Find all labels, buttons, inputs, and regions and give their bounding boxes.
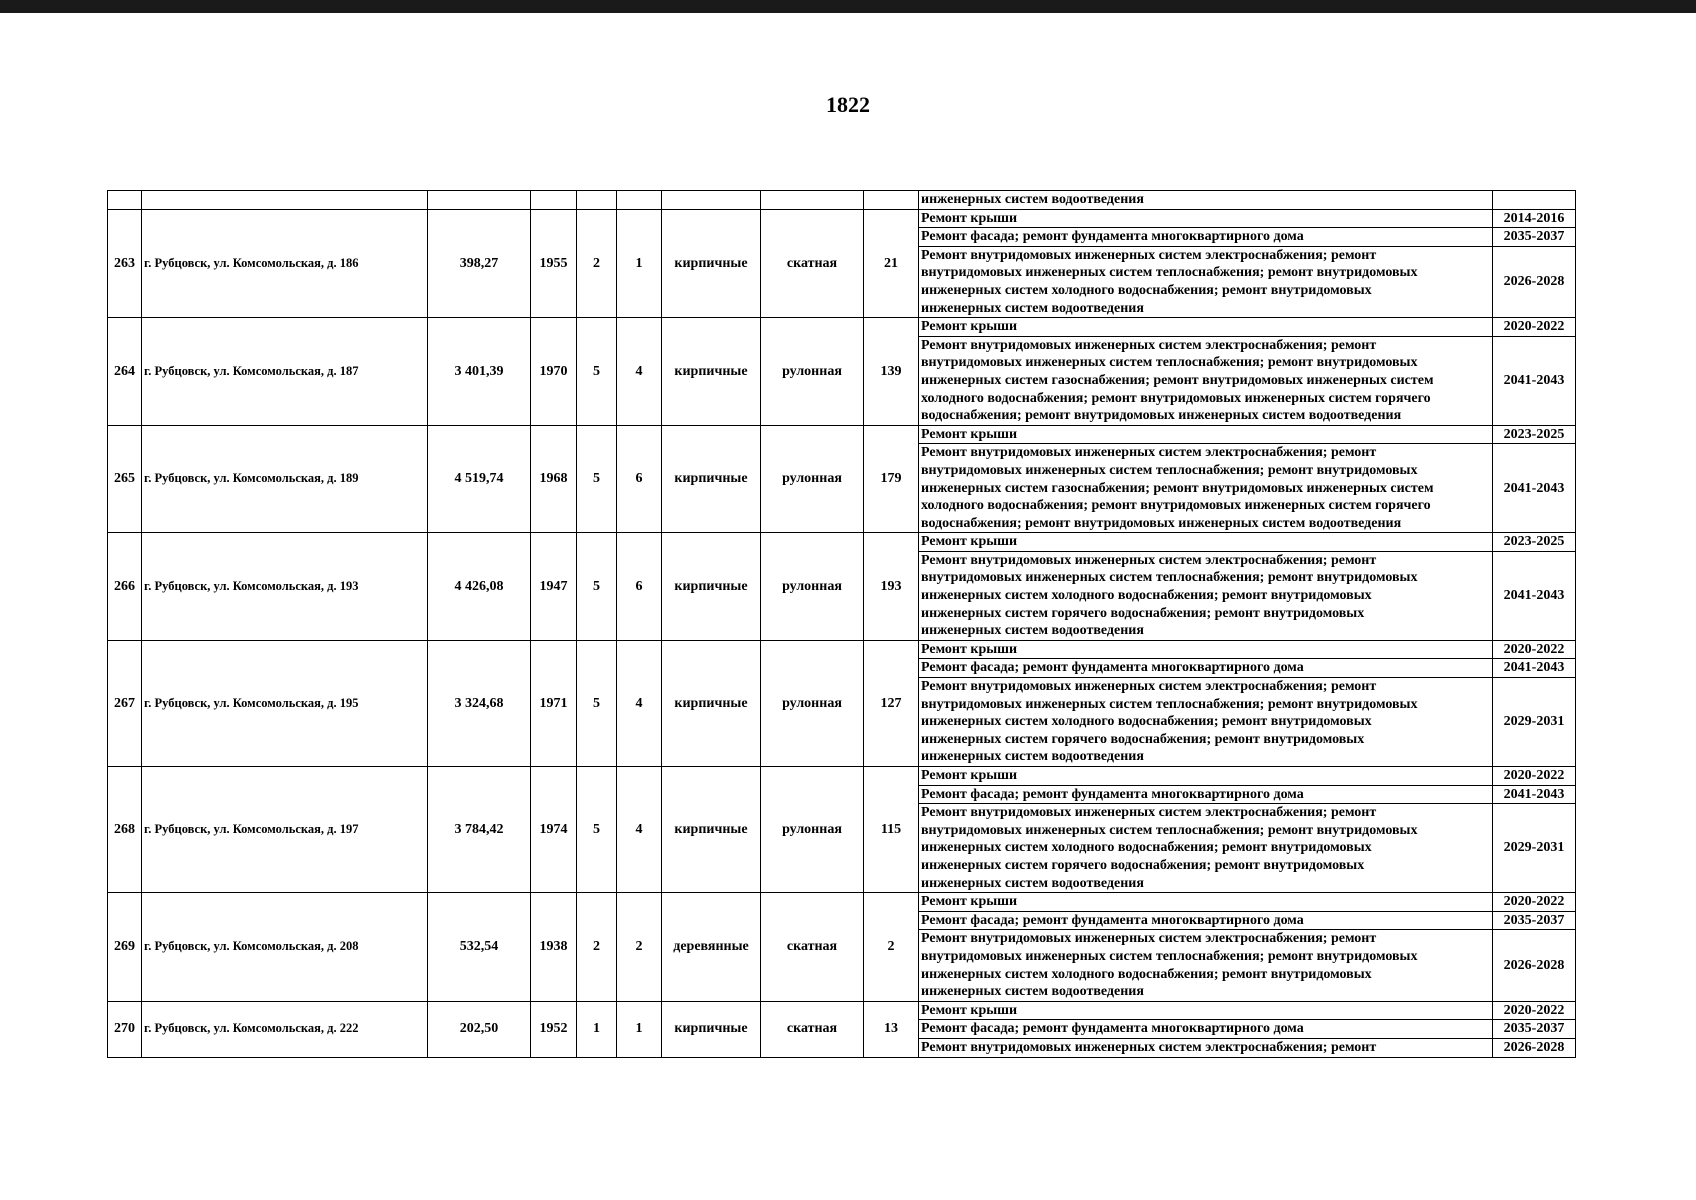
work-line: внутридомовых инженерных систем теплоснабжения; ремонт внутридомовых	[921, 822, 1418, 838]
work-line: инженерных систем горячего водоснабжения; ремонт внутридомовых	[921, 605, 1365, 621]
cell-address: г. Рубцовск, ул. Комсомольская, д. 222	[142, 1001, 428, 1057]
work-line: Ремонт внутридомовых инженерных систем электроснабжения; ремонт	[921, 247, 1377, 263]
cell-work-period: 2041-2043	[1493, 444, 1576, 533]
cell-roof-type: рулонная	[761, 425, 864, 533]
cell-row-number: 266	[108, 533, 142, 641]
work-line: Ремонт внутридомовых инженерных систем электроснабжения; ремонт	[921, 552, 1377, 568]
cell-work-period: 2020-2022	[1493, 893, 1576, 912]
work-line: внутридомовых инженерных систем теплоснабжения; ремонт внутридомовых	[921, 462, 1418, 478]
table-row	[108, 1001, 1576, 1020]
work-line: инженерных систем холодного водоснабжения; ремонт внутридомовых	[921, 588, 1372, 604]
cell-floors-count: 2	[577, 209, 617, 318]
cell-work-type	[919, 659, 1493, 678]
table-row	[108, 640, 1576, 659]
cell-work-type	[919, 209, 1493, 228]
work-line: Ремонт фасада; ремонт фундамента многоквартирного дома	[921, 912, 1304, 928]
work-line: инженерных систем водоотведения	[921, 875, 1144, 891]
work-line: холодного водоснабжения; ремонт внутридомовых инженерных систем горячего	[921, 390, 1431, 406]
work-line: внутридомовых инженерных систем теплоснабжения; ремонт внутридомовых	[921, 570, 1418, 586]
table-row	[108, 893, 1576, 912]
cell-work-period: 2041-2043	[1493, 551, 1576, 640]
work-line: внутридомовых инженерных систем теплоснабжения; ремонт внутридомовых	[921, 355, 1418, 371]
cell-wall-material: кирпичные	[662, 209, 761, 318]
cell-work-period: 2023-2025	[1493, 533, 1576, 552]
cell-address: г. Рубцовск, ул. Комсомольская, д. 197	[142, 767, 428, 893]
cell-wall-material: кирпичные	[662, 425, 761, 533]
work-line: Ремонт фасада; ремонт фундамента многоквартирного дома	[921, 1021, 1304, 1037]
cell-residents-count: 179	[864, 425, 919, 533]
cell-work-type	[919, 767, 1493, 786]
work-line: Ремонт фасада; ремонт фундамента многоквартирного дома	[921, 786, 1304, 802]
cell-work-period: 2020-2022	[1493, 1001, 1576, 1020]
cell-work-type	[919, 930, 1493, 1001]
cell-roof-type: скатная	[761, 209, 864, 318]
work-line: Ремонт крыши	[921, 210, 1018, 226]
cell-wall-material: кирпичные	[662, 1001, 761, 1057]
cell-entrances-count: 4	[617, 767, 662, 893]
cell-residents-count: 115	[864, 767, 919, 893]
cell-build-year: 1938	[531, 893, 577, 1002]
work-line: инженерных систем горячего водоснабжения; ремонт внутридомовых	[921, 857, 1365, 873]
cell-entrances-count: 2	[617, 893, 662, 1002]
cell-work-type	[919, 444, 1493, 533]
work-line: инженерных систем холодного водоснабжения; ремонт внутридомовых	[921, 714, 1372, 730]
cell-floors-count: 5	[577, 640, 617, 766]
table-row	[108, 767, 1576, 786]
cell-work-period: 2035-2037	[1493, 1020, 1576, 1039]
work-line: Ремонт внутридомовых инженерных систем электроснабжения; ремонт	[921, 337, 1377, 353]
page-number: 1822	[826, 92, 870, 117]
work-line: инженерных систем холодного водоснабжения; ремонт внутридомовых	[921, 966, 1372, 982]
table-row	[108, 209, 1576, 228]
cell-entrances-count: 1	[617, 1001, 662, 1057]
table-row	[108, 318, 1576, 337]
cell-row-number: 268	[108, 767, 142, 893]
cell-work-period: 2029-2031	[1493, 678, 1576, 767]
cell-roof-type: скатная	[761, 1001, 864, 1057]
work-line: Ремонт фасада; ремонт фундамента многоквартирного дома	[921, 229, 1304, 245]
work-line: инженерных систем водоотведения	[921, 300, 1144, 316]
work-line: инженерных систем горячего водоснабжения; ремонт внутридомовых	[921, 731, 1365, 747]
cell-entrances-count: 6	[617, 533, 662, 641]
housing-registry-table	[107, 190, 1576, 1058]
scan-top-border	[0, 0, 1696, 13]
work-line: Ремонт внутридомовых инженерных систем электроснабжения; ремонт	[921, 1039, 1377, 1055]
cell-work-type	[919, 678, 1493, 767]
cell-build-year: 1955	[531, 209, 577, 318]
cell-residents-count: 127	[864, 640, 919, 766]
cell-work-period: 2026-2028	[1493, 930, 1576, 1001]
work-line: водоснабжения; ремонт внутридомовых инженерных систем водоотведения	[921, 515, 1402, 531]
cell-floors-count: 5	[577, 533, 617, 641]
cell-roof-type: рулонная	[761, 767, 864, 893]
cell-empty	[864, 191, 919, 210]
cell-work-period: 2041-2043	[1493, 336, 1576, 425]
cell-wall-material: кирпичные	[662, 318, 761, 426]
work-line: внутридомовых инженерных систем теплоснабжения; ремонт внутридомовых	[921, 696, 1418, 712]
work-line: внутридомовых инженерных систем теплоснабжения; ремонт внутридомовых	[921, 948, 1418, 964]
cell-empty	[428, 191, 531, 210]
cell-row-number: 264	[108, 318, 142, 426]
cell-work-period: 2026-2028	[1493, 1038, 1576, 1057]
work-line: инженерных систем холодного водоснабжения; ремонт внутридомовых	[921, 840, 1372, 856]
cell-total-area: 202,50	[428, 1001, 531, 1057]
cell-work-type	[919, 911, 1493, 930]
work-line: Ремонт внутридомовых инженерных систем электроснабжения; ремонт	[921, 679, 1377, 695]
cell-roof-type: рулонная	[761, 318, 864, 426]
cell-residents-count: 21	[864, 209, 919, 318]
cell-address: г. Рубцовск, ул. Комсомольская, д. 186	[142, 209, 428, 318]
cell-empty	[617, 191, 662, 210]
cell-empty	[1493, 191, 1576, 210]
work-line: инженерных систем газоснабжения; ремонт внутридомовых инженерных систем	[921, 372, 1434, 388]
work-line: Ремонт крыши	[921, 641, 1018, 657]
cell-row-number: 269	[108, 893, 142, 1002]
cell-floors-count: 1	[577, 1001, 617, 1057]
cell-empty	[761, 191, 864, 210]
work-line: Ремонт внутридомовых инженерных систем электроснабжения; ремонт	[921, 445, 1377, 461]
cell-total-area: 398,27	[428, 209, 531, 318]
work-line: Ремонт фасада; ремонт фундамента многоквартирного дома	[921, 660, 1304, 676]
cell-build-year: 1947	[531, 533, 577, 641]
work-line: Ремонт крыши	[921, 426, 1018, 442]
cell-address: г. Рубцовск, ул. Комсомольская, д. 208	[142, 893, 428, 1002]
cell-floors-count: 5	[577, 425, 617, 533]
table-row	[108, 425, 1576, 444]
work-line: Ремонт крыши	[921, 768, 1018, 783]
cell-total-area: 4 426,08	[428, 533, 531, 641]
cell-row-number: 267	[108, 640, 142, 766]
cell-roof-type: скатная	[761, 893, 864, 1002]
cell-empty	[577, 191, 617, 210]
work-line: внутридомовых инженерных систем теплоснабжения; ремонт внутридомовых	[921, 265, 1418, 281]
cell-work-period: 2020-2022	[1493, 640, 1576, 659]
cell-entrances-count: 4	[617, 640, 662, 766]
cell-build-year: 1970	[531, 318, 577, 426]
cell-address: г. Рубцовск, ул. Комсомольская, д. 189	[142, 425, 428, 533]
cell-build-year: 1952	[531, 1001, 577, 1057]
cell-floors-count: 5	[577, 318, 617, 426]
work-line: Ремонт крыши	[921, 1002, 1018, 1018]
cell-work-type	[919, 246, 1493, 317]
work-line: водоснабжения; ремонт внутридомовых инженерных систем водоотведения	[921, 408, 1402, 424]
work-line: инженерных систем водоотведения	[921, 749, 1144, 765]
cell-entrances-count: 4	[617, 318, 662, 426]
cell-row-number: 263	[108, 209, 142, 318]
cell-work-type	[919, 318, 1493, 337]
cell-work-type	[919, 551, 1493, 640]
work-line: инженерных систем водоотведения	[921, 623, 1144, 639]
work-line: инженерных систем газоснабжения; ремонт внутридомовых инженерных систем	[921, 480, 1434, 496]
work-line: Ремонт крыши	[921, 534, 1018, 550]
cell-empty	[531, 191, 577, 210]
cell-residents-count: 13	[864, 1001, 919, 1057]
cell-work-period: 2041-2043	[1493, 785, 1576, 804]
cell-work-type	[919, 425, 1493, 444]
cell-floors-count: 2	[577, 893, 617, 1002]
cell-work-type	[919, 1020, 1493, 1039]
cell-work-type	[919, 1001, 1493, 1020]
work-line: холодного водоснабжения; ремонт внутридомовых инженерных систем горячего	[921, 498, 1431, 514]
cell-total-area: 532,54	[428, 893, 531, 1002]
cell-empty	[142, 191, 428, 210]
cell-row-number: 270	[108, 1001, 142, 1057]
cell-wall-material: кирпичные	[662, 640, 761, 766]
work-line: Ремонт крыши	[921, 319, 1018, 335]
cell-work-type	[919, 804, 1493, 893]
cell-total-area: 4 519,74	[428, 425, 531, 533]
cell-wall-material: деревянные	[662, 893, 761, 1002]
work-continuation: инженерных систем водоотведения	[919, 191, 1493, 210]
work-line: Ремонт крыши	[921, 894, 1018, 910]
cell-entrances-count: 6	[617, 425, 662, 533]
cell-wall-material: кирпичные	[662, 767, 761, 893]
cell-empty	[108, 191, 142, 210]
cell-work-type	[919, 533, 1493, 552]
cell-build-year: 1968	[531, 425, 577, 533]
cell-roof-type: рулонная	[761, 640, 864, 766]
cell-wall-material: кирпичные	[662, 533, 761, 641]
cell-work-period: 2029-2031	[1493, 804, 1576, 893]
work-line: инженерных систем холодного водоснабжения; ремонт внутридомовых	[921, 282, 1372, 298]
cell-total-area: 3 784,42	[428, 767, 531, 893]
cell-work-type	[919, 336, 1493, 425]
cell-residents-count: 2	[864, 893, 919, 1002]
registry-body	[108, 191, 1576, 1058]
cell-empty	[662, 191, 761, 210]
cell-address: г. Рубцовск, ул. Комсомольская, д. 195	[142, 640, 428, 766]
cell-work-type	[919, 785, 1493, 804]
cell-roof-type: рулонная	[761, 533, 864, 641]
cell-floors-count: 5	[577, 767, 617, 893]
cell-work-period: 2014-2016	[1493, 209, 1576, 228]
cell-build-year: 1974	[531, 767, 577, 893]
cell-work-type	[919, 893, 1493, 912]
cell-work-period: 2035-2037	[1493, 228, 1576, 247]
cell-entrances-count: 1	[617, 209, 662, 318]
continuation-row	[108, 191, 1576, 210]
cell-address: г. Рубцовск, ул. Комсомольская, д. 187	[142, 318, 428, 426]
cell-total-area: 3 401,39	[428, 318, 531, 426]
cell-work-period: 2026-2028	[1493, 246, 1576, 317]
cell-work-period: 2023-2025	[1493, 425, 1576, 444]
cell-work-type	[919, 228, 1493, 247]
table-row	[108, 533, 1576, 552]
cell-work-type	[919, 1038, 1493, 1057]
cell-residents-count: 139	[864, 318, 919, 426]
cell-row-number: 265	[108, 425, 142, 533]
cell-work-period: 2041-2043	[1493, 659, 1576, 678]
work-line: инженерных систем водоотведения	[921, 984, 1144, 1000]
cell-address: г. Рубцовск, ул. Комсомольская, д. 193	[142, 533, 428, 641]
cell-build-year: 1971	[531, 640, 577, 766]
cell-work-type	[919, 640, 1493, 659]
cell-total-area: 3 324,68	[428, 640, 531, 766]
cell-residents-count: 193	[864, 533, 919, 641]
work-line: Ремонт внутридомовых инженерных систем электроснабжения; ремонт	[921, 931, 1377, 947]
cell-work-period: 2020-2022	[1493, 318, 1576, 337]
work-line: Ремонт внутридомовых инженерных систем электроснабжения; ремонт	[921, 805, 1377, 821]
cell-work-period: 2020-2022	[1493, 767, 1576, 786]
cell-work-period: 2035-2037	[1493, 911, 1576, 930]
